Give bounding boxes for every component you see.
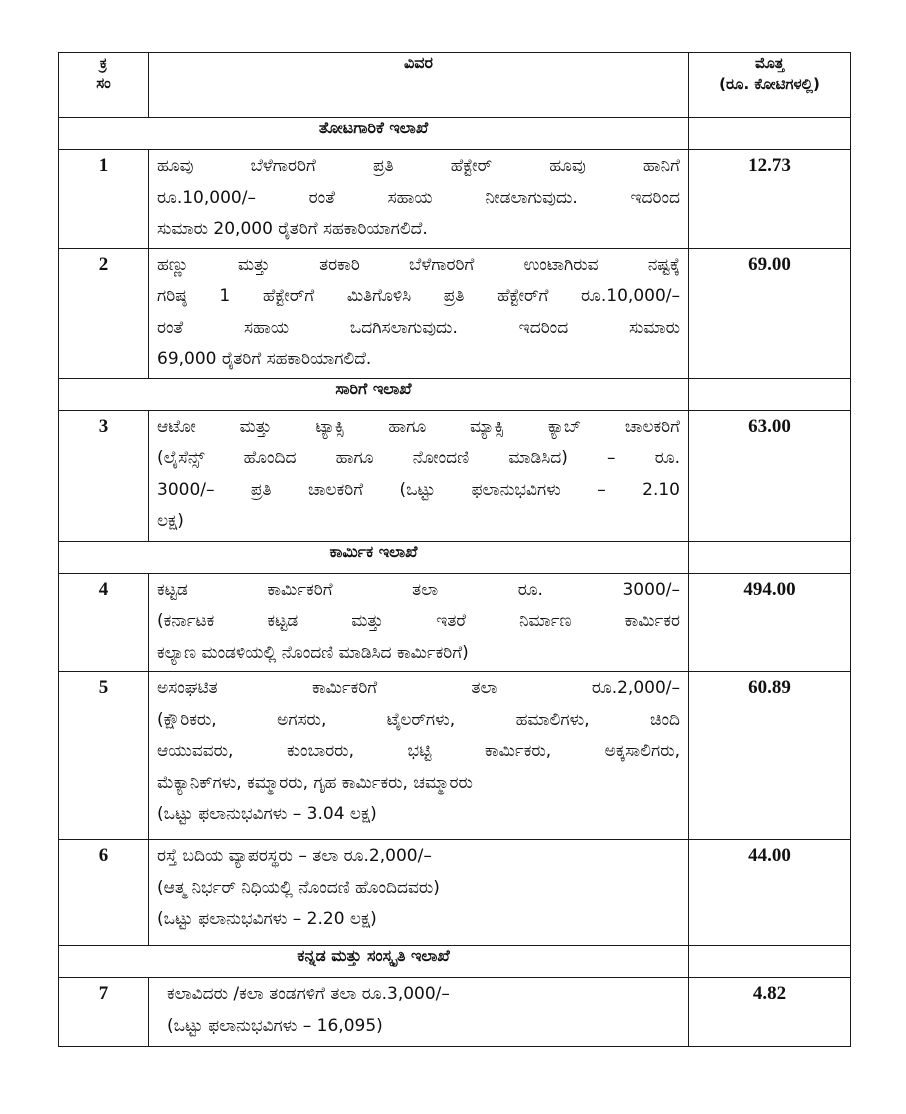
table-header-row bbox=[59, 53, 851, 118]
amount-header-line1: ಮೊತ್ತ bbox=[754, 54, 785, 72]
description-line: ಲಕ್ಷ) bbox=[157, 511, 184, 531]
section-amount-empty bbox=[689, 378, 851, 410]
section-title: ಕನ್ನಡ ಮತ್ತು ಸಂಸ್ಕೃತಿ ಇಲಾಖೆ bbox=[59, 946, 689, 978]
serial-header-line1: ಕ್ರ bbox=[99, 54, 108, 72]
row-number: 4 bbox=[59, 573, 149, 672]
description-line: ರಸ್ತೆ ಬದಿಯ ವ್ಯಾಪರಸ್ಥರು – ತಲಾ ರೂ.2,000/– bbox=[157, 846, 432, 866]
description-line: ಆಟೋ ಮತ್ತು ಟ್ಯಾಕ್ಸಿ ಹಾಗೂ ಮ್ಯಾಕ್ಸಿ ಕ್ಯಾಬ್ ಚಾಲಕರಿಗೆ bbox=[157, 416, 680, 437]
row-description bbox=[149, 248, 689, 378]
table-row bbox=[59, 248, 851, 378]
row-description bbox=[149, 410, 689, 541]
row-amount: 12.73 bbox=[689, 150, 851, 249]
row-number: 6 bbox=[59, 840, 149, 946]
serial-number-header bbox=[59, 53, 149, 118]
description-line: (ಲೈಸೆನ್ಸ್ ಹೊಂದಿದ ಹಾಗೂ ನೋಂದಣಿ ಮಾಡಿಸಿದ) – ರೂ. bbox=[157, 448, 680, 468]
amount-header bbox=[689, 53, 851, 118]
description-line: ರೂ.10,000/– ರಂತೆ ಸಹಾಯ ನೀಡಲಾಗುವುದು. ಇದರಿಂದ bbox=[157, 187, 680, 208]
row-number: 5 bbox=[59, 672, 149, 840]
row-amount: 63.00 bbox=[689, 410, 851, 541]
row-number: 2 bbox=[59, 248, 149, 378]
row-number: 7 bbox=[59, 978, 149, 1047]
description-header: ವಿವರ bbox=[149, 53, 689, 118]
row-number: 1 bbox=[59, 150, 149, 249]
description-line: ಅಸಂಘಟಿತ ಕಾರ್ಮಿಕರಿಗೆ ತಲಾ ರೂ.2,000/– bbox=[157, 678, 680, 698]
row-description bbox=[149, 672, 689, 840]
description-line: ಮೆಕ್ಯಾನಿಕ್‌ಗಳು, ಕಮ್ಮಾರರು, ಗೃಹ ಕಾರ್ಮಿಕರು, ಚಮ್ಮಾರರು bbox=[157, 772, 473, 793]
section-amount-empty bbox=[689, 118, 851, 150]
description-line: 69,000 ರೈತರಿಗೆ ಸಹಕಾರಿಯಾಗಲಿದೆ. bbox=[157, 349, 372, 369]
row-amount: 69.00 bbox=[689, 248, 851, 378]
row-description bbox=[149, 573, 689, 672]
row-description bbox=[149, 978, 689, 1047]
row-amount: 494.00 bbox=[689, 573, 851, 672]
relief-package-document bbox=[58, 52, 850, 1047]
row-amount: 4.82 bbox=[689, 978, 851, 1047]
table-row bbox=[59, 410, 851, 541]
section-title: ಕಾರ್ಮಿಕ ಇಲಾಖೆ bbox=[59, 541, 689, 573]
description-line: ಗರಿಷ್ಠ 1 ಹೆಕ್ಟೇರ್‌ಗೆ ಮಿತಿಗೊಳಿಸಿ ಪ್ರತಿ ಹೆಕ್ಟೇರ್‌ಗೆ ರೂ.10,000/– bbox=[157, 286, 680, 306]
section-row-labour bbox=[59, 541, 851, 573]
description-line: (ಕ್ಷೌರಿಕರು, ಅಗಸರು, ಟೈಲರ್‌ಗಳು, ಹಮಾಲಿಗಳು, ಚಿಂದಿ bbox=[157, 709, 680, 730]
row-number: 3 bbox=[59, 410, 149, 541]
table-row bbox=[59, 672, 851, 840]
row-description bbox=[149, 150, 689, 249]
table-row bbox=[59, 150, 851, 249]
section-title: ತೋಟಗಾರಿಕೆ ಇಲಾಖೆ bbox=[59, 118, 689, 150]
description-line: ಆಯುವವರು, ಕುಂಬಾರರು, ಭಟ್ಟಿ ಕಾರ್ಮಿಕರು, ಅಕ್ಕಸಾಲಿಗರು, bbox=[157, 741, 680, 761]
section-title: ಸಾರಿಗೆ ಇಲಾಖೆ bbox=[59, 378, 689, 410]
description-line: ಕಲ್ಯಾಣ ಮಂಡಳಿಯಲ್ಲಿ ನೊಂದಣಿ ಮಾಡಿಸಿದ ಕಾರ್ಮಿಕರಿಗೆ) bbox=[157, 642, 469, 663]
section-row-transport bbox=[59, 378, 851, 410]
table-row bbox=[59, 978, 851, 1047]
description-line: (ಒಟ್ಟು ಫಲಾನುಭವಿಗಳು – 2.20 ಲಕ್ಷ) bbox=[157, 909, 377, 929]
section-row-horticulture bbox=[59, 118, 851, 150]
description-line: (ಕರ್ನಾಟಕ ಕಟ್ಟಡ ಮತ್ತು ಇತರೆ ನಿರ್ಮಾಣ ಕಾರ್ಮಿಕರ bbox=[157, 611, 680, 631]
description-line: 3000/– ಪ್ರತಿ ಚಾಲಕರಿಗೆ (ಒಟ್ಟು ಫಲಾನುಭವಿಗಳು – 2.10 bbox=[157, 479, 680, 500]
description-line: ಕಲಾವಿದರು /ಕಲಾ ತಂಡಗಳಿಗೆ ತಲಾ ರೂ.3,000/– bbox=[167, 984, 450, 1004]
description-line: ಹಣ್ಣು ಮತ್ತು ತರಕಾರಿ ಬೆಳೆಗಾರರಿಗೆ ಉಂಟಾಗಿರುವ ನಷ್ಟಕ್ಕೆ bbox=[157, 254, 680, 275]
description-line: ಕಟ್ಟಡ ಕಾರ್ಮಿಕರಿಗೆ ತಲಾ ರೂ. 3000/– bbox=[157, 579, 680, 600]
amount-header-line2: (ರೂ. ಕೋಟಿಗಳಲ್ಲಿ) bbox=[719, 75, 820, 93]
row-description bbox=[149, 840, 689, 946]
description-line: ಹೂವು ಬೆಳೆಗಾರರಿಗೆ ಪ್ರತಿ ಹೆಕ್ಟೇರ್ ಹೂವು ಹಾನಿಗೆ bbox=[157, 156, 680, 176]
description-line: (ಒಟ್ಟು ಫಲಾನುಭವಿಗಳು – 3.04 ಲಕ್ಷ) bbox=[157, 804, 377, 824]
description-line: (ಆತ್ಮ ನಿರ್ಭರ್ ನಿಧಿಯಲ್ಲಿ ನೊಂದಣಿ ಹೊಂದಿದವರು) bbox=[157, 877, 440, 898]
relief-table bbox=[58, 52, 851, 1047]
section-row-kannada-culture bbox=[59, 946, 851, 978]
table-row bbox=[59, 573, 851, 672]
description-line: ರಂತೆ ಸಹಾಯ ಒದಗಿಸಲಾಗುವುದು. ಇದರಿಂದ ಸುಮಾರು bbox=[157, 317, 680, 338]
description-line: (ಒಟ್ಟು ಫಲಾನುಭವಿಗಳು – 16,095) bbox=[167, 1015, 383, 1036]
table-row bbox=[59, 840, 851, 946]
section-amount-empty bbox=[689, 541, 851, 573]
section-amount-empty bbox=[689, 946, 851, 978]
serial-header-line2: ಸಂ bbox=[96, 74, 111, 92]
description-line: ಸುಮಾರು 20,000 ರೈತರಿಗೆ ಸಹಕಾರಿಯಾಗಲಿದೆ. bbox=[157, 219, 428, 239]
row-amount: 60.89 bbox=[689, 672, 851, 840]
row-amount: 44.00 bbox=[689, 840, 851, 946]
